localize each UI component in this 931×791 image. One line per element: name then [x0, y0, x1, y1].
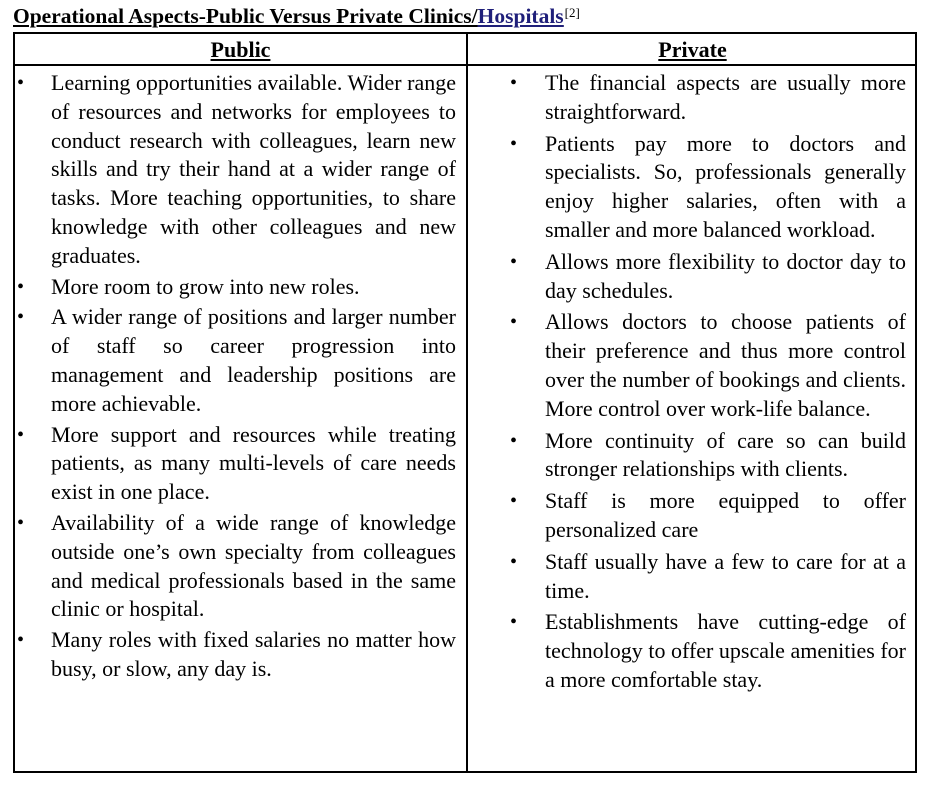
- bullet-icon: •: [510, 311, 518, 334]
- bullet-icon: •: [510, 490, 518, 513]
- list-item: [510, 608, 906, 694]
- public-list: [17, 69, 456, 686]
- bullet-icon: •: [17, 275, 25, 298]
- column-divider: [466, 34, 468, 771]
- list-item: [17, 303, 456, 418]
- bullet-icon: •: [17, 306, 25, 329]
- list-item: [510, 487, 906, 545]
- list-item-text: Staff is more equipped to offer personalized care: [545, 488, 906, 542]
- bullet-icon: •: [510, 132, 518, 155]
- list-item: [17, 421, 456, 507]
- list-item-text: More room to grow into new roles.: [51, 273, 360, 299]
- list-item-text: A wider range of positions and larger number of staff so career progression into management and leadership positions are more achievable.: [51, 304, 456, 416]
- list-item-text: Many roles with fixed salaries no matter how busy, or slow, any day is.: [51, 627, 456, 681]
- bullet-icon: •: [510, 72, 518, 94]
- bullet-icon: •: [17, 511, 25, 534]
- list-item: [510, 308, 906, 423]
- page-title: [13, 2, 580, 30]
- list-item: [510, 130, 906, 245]
- private-column-header: Private: [658, 37, 727, 62]
- header-divider: [15, 64, 915, 66]
- hospitals-link[interactable]: Hospitals: [477, 4, 564, 28]
- citation-reference[interactable]: [2]: [564, 5, 580, 20]
- list-item-text: More support and resources while treating patients, as many multi-levels of care needs exist in one place.: [51, 421, 456, 505]
- list-item-text: Availability of a wide range of knowledge outside one’s own specialty from colleagues and medical professionals based in the same clinic or hospital.: [51, 509, 456, 622]
- title-text: Operational Aspects-Public Versus Private Clinics/: [13, 4, 478, 28]
- bullet-icon: •: [510, 611, 518, 634]
- bullet-icon: •: [510, 429, 518, 452]
- bullet-icon: •: [17, 423, 25, 446]
- private-list: [510, 69, 906, 698]
- list-item-text: Patients pay more to doctors and specialists. So, professionals generally enjoy higher salaries, often with a smaller and more balanced workload.: [545, 130, 906, 242]
- list-item-text: Allows more flexibility to doctor day to day schedules.: [545, 248, 906, 303]
- list-item-text: The financial aspects are usually more straightforward.: [545, 70, 906, 124]
- bullet-icon: •: [510, 250, 518, 273]
- list-item-text: Allows doctors to choose patients of their preference and thus more control over the number of bookings and clients. More control over work-life balance.: [545, 309, 906, 421]
- list-item: [510, 427, 906, 485]
- public-column-header: Public: [210, 37, 271, 62]
- list-item: [510, 548, 906, 606]
- list-item-text: Establishments have cutting-edge of technology to offer upscale amenities for a more comfortable stay.: [545, 609, 906, 692]
- comparison-table: [13, 32, 917, 773]
- list-item-text: Staff usually have a few to care for at a time.: [545, 548, 906, 603]
- list-item: [510, 248, 906, 306]
- bullet-icon: •: [17, 629, 25, 652]
- list-item-text: More continuity of care so can build stronger relationships with clients.: [545, 427, 906, 482]
- bullet-icon: •: [510, 550, 518, 573]
- list-item: [17, 509, 456, 624]
- list-item-text: Learning opportunities available. Wider range of resources and networks for employees to conduct research with colleagues, learn new skills and try their hand at a wider range of tasks. More teaching opportunities, to share knowledge with other colleagues and new graduates.: [51, 70, 456, 268]
- list-item: [17, 273, 456, 302]
- bullet-icon: •: [17, 72, 25, 94]
- list-item: [510, 69, 906, 127]
- list-item: [17, 626, 456, 684]
- list-item: [17, 69, 456, 271]
